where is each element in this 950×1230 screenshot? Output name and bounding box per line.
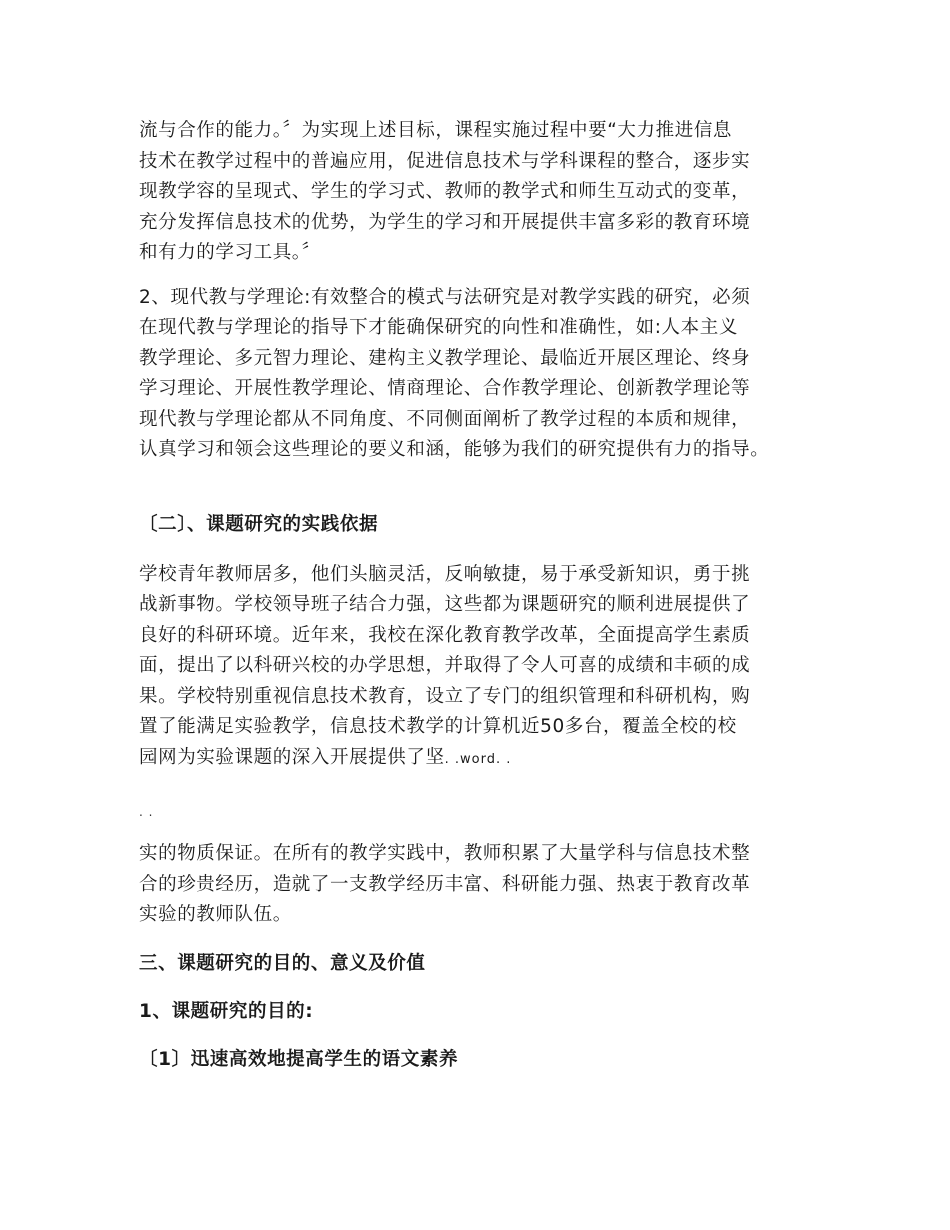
text-line: 2、现代教与学理论:有效整合的模式与法研究是对教学实践的研究，必须 xyxy=(139,286,751,308)
heading-section-three: 三、课题研究的目的、意义及价值 xyxy=(139,952,426,974)
text-line: 战新事物。学校领导班子结合力强，这些都为课题研究的顺利进展提供了 xyxy=(139,594,751,615)
text-line: 学习理论、开展性教学理论、情商理论、合作教学理论、创新教学理论等 xyxy=(139,378,751,399)
text-line xyxy=(139,743,819,776)
heading-research-purpose: 1、课题研究的目的: xyxy=(139,1000,314,1022)
heading-purpose-item-one: 〔1〕迅速高效地提高学生的语文素养 xyxy=(139,1048,459,1070)
text-line: 面，提出了以科研兴校的办学思想，并取得了令人可喜的成绩和丰硕的成 xyxy=(139,655,751,676)
text-line: 教学理论、多元智力理论、建构主义教学理论、最临近开展区理论、终身 xyxy=(139,347,751,369)
text-line: 认真学习和领会这些理论的要义和涵，能够为我们的研究提供有力的指导。 xyxy=(139,439,770,460)
document-page xyxy=(139,116,819,1075)
text-line: 置了能满足实验教学，信息技术教学的计算机近50多台，覆盖全校的校 xyxy=(139,716,737,737)
paragraph-curriculum-goal xyxy=(139,116,819,269)
text-line: 学校青年教师居多，他们头脑灵活，反响敏捷，易于承受新知识，勇于挑 xyxy=(139,563,751,585)
paragraph-material-guarantee xyxy=(139,839,819,931)
text-line: 实的物质保证。在所有的教学实践中，教师积累了大量学科与信息技术整 xyxy=(139,843,751,864)
text-line: 流与合作的能力。〞为实现上述目标，课程实施过程中要“大力推进信息 xyxy=(139,120,733,141)
heading-practice-basis: 〔二〕、课题研究的实践依据 xyxy=(139,513,379,535)
paragraph-school-conditions xyxy=(139,560,819,776)
word-watermark: . .word. . xyxy=(444,751,512,767)
text-line: 实验的教师队伍。 xyxy=(139,904,292,925)
text-line: 和有力的学习工具。〞 xyxy=(139,242,321,263)
page-break-mark: . . xyxy=(139,805,154,819)
text-line: 果。学校特别重视信息技术教育，设立了专门的组织管理和科研机构，购 xyxy=(139,685,751,707)
text-line: 合的珍贵经历，造就了一支教学经历丰富、科研能力强、热衷于教育改革 xyxy=(139,873,751,895)
text-line: 现教学容的呈现式、学生的学习式、教师的教学式和师生互动式的变革， xyxy=(139,181,751,202)
text-line: 在现代教与学理论的指导下才能确保研究的向性和准确性，如:人本主义 xyxy=(139,317,738,338)
text-fragment: 园网为实验课题的深入开展提供了坚 xyxy=(139,746,445,768)
text-line: 现代教与学理论都从不同角度、不同侧面阐析了教学过程的本质和规律， xyxy=(139,408,751,430)
paragraph-modern-theory xyxy=(139,283,819,466)
text-line: 良好的科研环境。近年来，我校在深化教育教学改革，全面提高学生素质 xyxy=(139,624,751,646)
text-line: 充分发挥信息技术的优势，为学生的学习和开展提供丰富多彩的教育环境 xyxy=(139,211,751,233)
text-line: 技术在教学过程中的普遍应用，促进信息技术与学科课程的整合，逐步实 xyxy=(139,150,751,172)
